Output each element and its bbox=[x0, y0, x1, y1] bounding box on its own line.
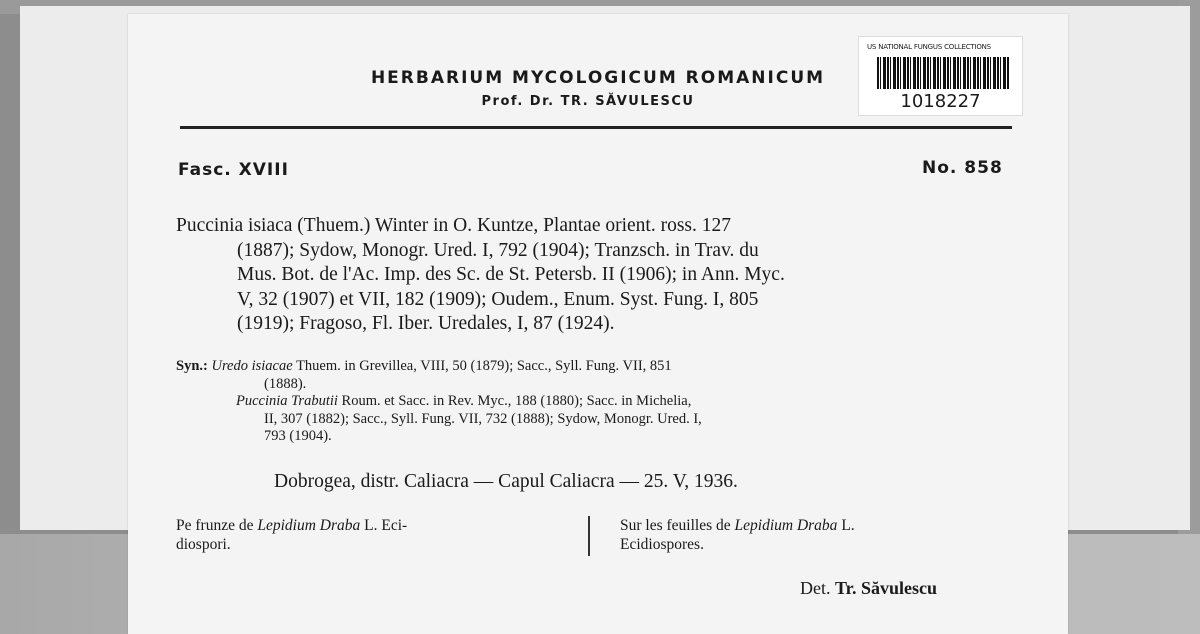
synonym-name: Puccinia Trabutii bbox=[236, 393, 338, 409]
determiner-name: Tr. Săvulescu bbox=[835, 578, 938, 598]
barcode-number: 1018227 bbox=[900, 91, 981, 112]
host-french bbox=[620, 516, 1020, 554]
header-rule bbox=[180, 126, 1012, 129]
description-line: (1887); Sydow, Monogr. Ured. I, 792 (1904); Tranzsch. in Trav. du bbox=[237, 239, 759, 261]
locality: Dobrogea, distr. Caliacra — Capul Caliacra — 25. V, 1936. bbox=[274, 471, 738, 492]
description-line: Puccinia isiaca (Thuem.) Winter in O. Kuntze, Plantae orient. ross. 127 bbox=[176, 215, 731, 236]
synonym-reference: Thuem. in Grevillea, VIII, 50 (1879); Sacc., Syll. Fung. VII, 851 bbox=[296, 358, 672, 374]
host-prefix: Sur les feuilles de bbox=[620, 517, 731, 534]
determiner bbox=[800, 578, 937, 599]
host-prefix: Pe frunze de bbox=[176, 517, 254, 534]
host-line: Ecidiospores. bbox=[620, 536, 704, 553]
synonym-reference: Roum. et Sacc. in Rev. Myc., 188 (1880); Sacc. in Michelia, bbox=[341, 393, 692, 409]
description-line: Mus. Bot. de l'Ac. Imp. des Sc. de St. Petersb. II (1906); in Ann. Myc. bbox=[237, 264, 785, 285]
host-species: Lepidium Draba bbox=[734, 517, 838, 534]
herbarium-subtitle: Prof. Dr. TR. SĂVULESCU bbox=[481, 94, 695, 109]
synonym-name: Uredo isiacae bbox=[211, 358, 293, 374]
host-romanian bbox=[176, 516, 576, 554]
host-suffix: L. bbox=[841, 517, 855, 534]
synonym-line: (1888). bbox=[264, 375, 307, 392]
barcode-icon bbox=[877, 57, 1009, 89]
synonym-line: II, 307 (1882); Sacc., Syll. Fung. VII, 732 (1888); Sydow, Monogr. Ured. I, bbox=[264, 410, 702, 427]
synonyms bbox=[176, 358, 1016, 446]
exsiccata-number: No. 858 bbox=[922, 158, 1003, 178]
barcode-institution: US NATIONAL FUNGUS COLLECTIONS bbox=[867, 43, 991, 51]
synonym-label: Syn.: bbox=[176, 358, 208, 374]
description-line: (1919); Fragoso, Fl. Iber. Uredales, I, 87 (1924). bbox=[237, 313, 615, 334]
synonym-line bbox=[176, 393, 1016, 411]
taxon-description bbox=[176, 214, 1014, 337]
host-line: diospori. bbox=[176, 536, 231, 553]
synonym-line: 793 (1904). bbox=[264, 428, 332, 444]
host-suffix: L. Eci- bbox=[364, 517, 408, 534]
description-line: V, 32 (1907) et VII, 182 (1909); Oudem., Enum. Syst. Fung. I, 805 bbox=[237, 288, 759, 310]
host-line bbox=[620, 516, 1020, 535]
herbarium-title: HERBARIUM MYCOLOGICUM ROMANICUM bbox=[370, 68, 826, 88]
host-line bbox=[176, 516, 576, 535]
determiner-prefix: Det. bbox=[800, 578, 831, 598]
fascicle: Fasc. XVIII bbox=[178, 160, 289, 180]
specimen-label bbox=[128, 14, 1068, 634]
column-divider bbox=[588, 516, 590, 556]
synonym-line bbox=[176, 358, 1016, 376]
barcode-label bbox=[858, 36, 1023, 116]
host-species: Lepidium Draba bbox=[257, 517, 361, 534]
